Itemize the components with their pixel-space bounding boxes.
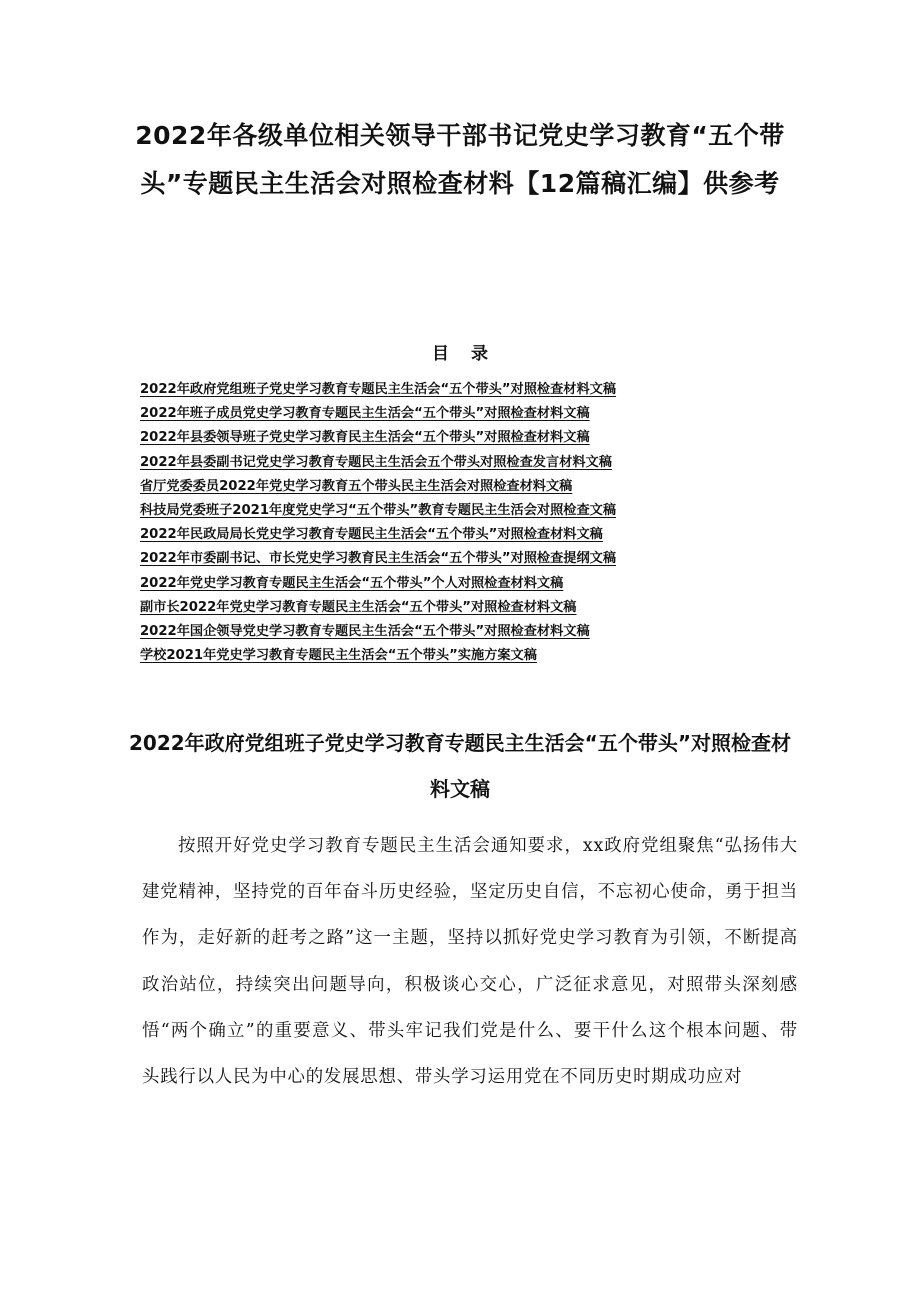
toc-link-10[interactable]: 副市长2022年党史学习教育专题民主生活会“五个带头”对照检查材料文稿: [140, 599, 577, 615]
body-paragraph: 按照开好党史学习教育专题民主生活会通知要求，xx政府党组聚焦“弘扬伟大建党精神，坚持党的百年奋斗历史经验，坚定历史自信，不忘初心使命，勇于担当作为，走好新的赶考之路”这一主题，坚持以抓好党史学习教育为引领，不断提高政治站位，持续突出问题导向，积极谈心交心，广泛征求意见，对照带头深刻感悟“两个确立”的重要意义、带头牢记我们党是什么、要干什么这个根本问题、带头践行以人民为中心的发展思想、带头学习运用党在不同历史时期成功应对: [142, 836, 798, 1088]
toc-item: [140, 547, 800, 571]
toc-link-6[interactable]: 科技局党委班子2021年度党史学习“五个带头”教育专题民主生活会对照检查文稿: [140, 502, 617, 518]
toc-item: [140, 451, 800, 475]
toc-link-9[interactable]: 2022年党史学习教育专题民主生活会“五个带头”个人对照检查材料文稿: [140, 575, 564, 591]
toc-item: [140, 644, 800, 668]
toc-item: [140, 378, 800, 402]
toc-link-4[interactable]: 2022年县委副书记党史学习教育专题民主生活会五个带头对照检查发言材料文稿: [140, 454, 612, 470]
document-title: 2022年各级单位相关领导干部书记党史学习教育“五个带头”专题民主生活会对照检查材料【12篇稿汇编】供参考: [135, 121, 785, 198]
toc-item: [140, 523, 800, 547]
toc-link-8[interactable]: 2022年市委副书记、市长党史学习教育民主生活会“五个带头”对照检查提纲文稿: [140, 551, 617, 567]
toc-link-12[interactable]: 学校2021年党史学习教育专题民主生活会“五个带头”实施方案文稿: [140, 648, 537, 664]
toc-item: [140, 402, 800, 426]
toc-link-11[interactable]: 2022年国企领导党史学习教育专题民主生活会“五个带头”对照检查材料文稿: [140, 623, 590, 639]
toc-item: [140, 620, 800, 644]
toc-heading: 目录: [432, 344, 510, 364]
table-of-contents: [140, 378, 800, 668]
toc-item: [140, 426, 800, 450]
toc-item: [140, 475, 800, 499]
toc-link-2[interactable]: 2022年班子成员党史学习教育专题民主生活会“五个带头”对照检查材料文稿: [140, 406, 590, 422]
toc-link-5[interactable]: 省厅党委委员2022年党史学习教育五个带头民主生活会对照检查材料文稿: [140, 478, 573, 494]
section-title: 2022年政府党组班子党史学习教育专题民主生活会“五个带头”对照检查材料文稿: [129, 731, 791, 801]
toc-item: [140, 499, 800, 523]
toc-item: [140, 596, 800, 620]
toc-link-3[interactable]: 2022年县委领导班子党史学习教育民主生活会“五个带头”对照检查材料文稿: [140, 430, 590, 446]
toc-link-7[interactable]: 2022年民政局局长党史学习教育专题民主生活会“五个带头”对照检查材料文稿: [140, 527, 603, 543]
toc-link-1[interactable]: 2022年政府党组班子党史学习教育专题民主生活会“五个带头”对照检查材料文稿: [140, 382, 617, 397]
toc-item: [140, 572, 800, 596]
